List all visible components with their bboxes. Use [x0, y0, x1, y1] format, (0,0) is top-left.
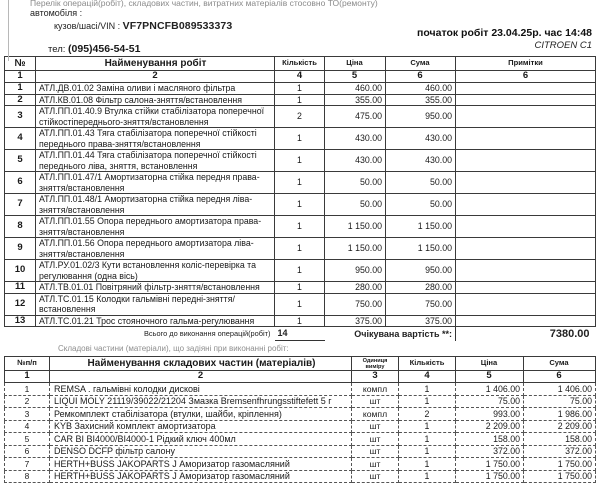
list-item — [5, 383, 596, 396]
materials-caption: Складові частини (матеріали), що задіяні при виконанні робіт: — [58, 344, 289, 353]
works-table-number-row — [5, 71, 596, 83]
material-unit: шт — [352, 470, 399, 483]
materials-colnum-1: 1 — [5, 371, 50, 383]
row-price: 375.00 — [325, 315, 386, 327]
material-name: HERTH+BUSS JAKOPARTS J Аморизатор газомасляний — [50, 458, 352, 471]
row-no: 4 — [5, 128, 36, 150]
row-no: 13 — [5, 315, 36, 327]
material-qty: 1 — [399, 470, 456, 483]
works-col-sum: Сума — [386, 57, 456, 71]
row-no: 8 — [5, 216, 36, 238]
row-name: АТЛ.ПП.01.48/1 Амортизаторна стійка передня ліва-зняття/встановлення — [36, 194, 275, 216]
row-no: 12 — [5, 293, 36, 315]
row-qty: 1 — [275, 238, 325, 260]
materials-table — [4, 356, 596, 483]
row-price: 355.00 — [325, 94, 386, 106]
row-qty: 1 — [275, 172, 325, 194]
row-qty: 1 — [275, 216, 325, 238]
table-row — [5, 94, 596, 106]
row-no: 5 — [5, 150, 36, 172]
material-qty: 1 — [399, 445, 456, 458]
row-qty: 1 — [275, 150, 325, 172]
works-totals-row — [5, 327, 596, 341]
material-sum: 1 750.00 — [524, 470, 596, 483]
material-unit: шт — [352, 458, 399, 471]
row-name: АТЛ.ПП.01.47/1 Амортизаторна стійка передня права-зняття/встановлення — [36, 172, 275, 194]
row-note — [456, 293, 596, 315]
works-table-header-row — [5, 57, 596, 71]
row-qty: 1 — [275, 83, 325, 95]
material-no: 5 — [5, 433, 50, 446]
material-no: 6 — [5, 445, 50, 458]
materials-colnum-3: 3 — [352, 371, 399, 383]
table-row — [5, 260, 596, 282]
material-no: 3 — [5, 408, 50, 421]
row-name: АТЛ.ПП.01.56 Опора переднього амортизатора ліва-зняття/встановлення — [36, 238, 275, 260]
row-name: АТЛ.ПП.01.40.9 Втулка стійки стабілізатора поперечної стійкостіпереднього-зняття/встановлення — [36, 106, 275, 128]
material-no: 4 — [5, 420, 50, 433]
row-qty: 1 — [275, 282, 325, 294]
table-row — [5, 282, 596, 294]
material-price: 2 209.00 — [456, 420, 524, 433]
row-sum: 460.00 — [386, 83, 456, 95]
material-qty: 1 — [399, 433, 456, 446]
row-note — [456, 94, 596, 106]
material-sum: 1 750.00 — [524, 458, 596, 471]
total-ops-value: 14 — [275, 327, 325, 341]
row-no: 11 — [5, 282, 36, 294]
row-price: 50.00 — [325, 172, 386, 194]
works-colnum-6: 6 — [386, 71, 456, 83]
material-sum: 158.00 — [524, 433, 596, 446]
materials-table-number-row — [5, 371, 596, 383]
material-qty: 1 — [399, 420, 456, 433]
table-row — [5, 172, 596, 194]
row-qty: 1 — [275, 194, 325, 216]
material-sum: 75.00 — [524, 395, 596, 408]
material-qty: 1 — [399, 383, 456, 396]
row-sum: 50.00 — [386, 194, 456, 216]
works-colnum-5: 5 — [325, 71, 386, 83]
materials-col-name: Найменування складових частин (матеріалів) — [50, 357, 352, 371]
row-note — [456, 150, 596, 172]
materials-colnum-2: 2 — [50, 371, 352, 383]
list-item — [5, 470, 596, 483]
works-table — [4, 56, 596, 341]
materials-col-unit: Одиниця виміру — [352, 357, 399, 371]
material-no: 8 — [5, 470, 50, 483]
material-name: REMSA . гальмівні колодки дискові — [50, 383, 352, 396]
row-price: 1 150.00 — [325, 238, 386, 260]
works-col-no: № — [5, 57, 36, 71]
row-qty: 1 — [275, 315, 325, 327]
row-name: АТЛ.РУ.01.02/3 Кути встановлення коліс-перевірка та регулювання (одна вісь) — [36, 260, 275, 282]
works-colnum-4: 4 — [275, 71, 325, 83]
material-unit: шт — [352, 420, 399, 433]
material-price: 372.00 — [456, 445, 524, 458]
row-qty: 1 — [275, 293, 325, 315]
works-col-qty: Кількість — [275, 57, 325, 71]
row-name: АТЛ.КВ.01.08 Фільтр салона-зняття/встановлення — [36, 94, 275, 106]
table-row — [5, 106, 596, 128]
vin-value: VF7PNCFB089533373 — [122, 20, 233, 32]
row-price: 750.00 — [325, 293, 386, 315]
material-price: 1 406.00 — [456, 383, 524, 396]
material-name: CAR BI BI4000/BI4000-1 Рідкий ключ 400мл — [50, 433, 352, 446]
works-col-note: Примітки — [456, 57, 596, 71]
phone-value: (095)456-54-51 — [68, 43, 141, 55]
materials-colnum-6: 6 — [524, 371, 596, 383]
works-colnum-1: 1 — [5, 71, 36, 83]
row-name: АТЛ.ПП.01.44 Тяга стабілізатора поперечної стійкості переднього ліва, зняття, встановлення — [36, 150, 275, 172]
row-sum: 355.00 — [386, 94, 456, 106]
materials-colnum-5: 5 — [456, 371, 524, 383]
row-note — [456, 238, 596, 260]
row-note — [456, 260, 596, 282]
row-note — [456, 172, 596, 194]
row-no: 10 — [5, 260, 36, 282]
row-note — [456, 128, 596, 150]
material-price: 158.00 — [456, 433, 524, 446]
material-unit: шт — [352, 445, 399, 458]
table-row — [5, 238, 596, 260]
material-no: 2 — [5, 395, 50, 408]
vehicle-model: CITROEN C1 — [534, 40, 592, 51]
row-no: 1 — [5, 83, 36, 95]
table-row — [5, 293, 596, 315]
row-sum: 280.00 — [386, 282, 456, 294]
materials-colnum-4: 4 — [399, 371, 456, 383]
row-sum: 1 150.00 — [386, 216, 456, 238]
material-price: 75.00 — [456, 395, 524, 408]
material-name: DENSO DCFP фільтр салону — [50, 445, 352, 458]
row-qty: 1 — [275, 128, 325, 150]
row-sum: 430.00 — [386, 128, 456, 150]
material-unit: шт — [352, 433, 399, 446]
material-no: 1 — [5, 383, 50, 396]
material-sum: 1 986.00 — [524, 408, 596, 421]
materials-col-price: Ціна — [456, 357, 524, 371]
table-row — [5, 128, 596, 150]
works-colnum-2: 2 — [36, 71, 275, 83]
row-sum: 50.00 — [386, 172, 456, 194]
material-sum: 2 209.00 — [524, 420, 596, 433]
expected-cost-label: Очікувана вартість **: — [325, 327, 456, 341]
material-name: KYB Захисний комплект амортизатора — [50, 420, 352, 433]
row-price: 475.00 — [325, 106, 386, 128]
work-start-label: початок робіт 23.04.25р. час 14:48 — [417, 27, 592, 39]
material-qty: 1 — [399, 458, 456, 471]
list-item — [5, 458, 596, 471]
row-price: 280.00 — [325, 282, 386, 294]
row-name: АТЛ.ТС.01.15 Колодки гальмівні передні-зняття/встановлення — [36, 293, 275, 315]
works-col-price: Ціна — [325, 57, 386, 71]
table-row — [5, 83, 596, 95]
material-price: 1 750.00 — [456, 470, 524, 483]
row-qty: 2 — [275, 106, 325, 128]
material-price: 1 750.00 — [456, 458, 524, 471]
row-name: АТЛ.ТС.01.21 Трос стояночного гальма-регулювання — [36, 315, 275, 327]
total-ops-label: Всього до виконання операцій(робіт) — [144, 328, 271, 338]
materials-col-sum: Сума — [524, 357, 596, 371]
header-subject-line: автомобіля : — [30, 8, 83, 18]
material-qty: 2 — [399, 408, 456, 421]
row-note — [456, 83, 596, 95]
vin-label: кузов/шасі/VIN : — [54, 21, 121, 31]
material-qty: 1 — [399, 395, 456, 408]
header-intro-line: Перелік операцій(робіт), складових частин, витратних матеріалів стосовно ТО(ремонту) — [30, 0, 378, 8]
works-colnum-7: 6 — [456, 71, 596, 83]
row-note — [456, 315, 596, 327]
row-price: 430.00 — [325, 150, 386, 172]
table-row — [5, 315, 596, 327]
material-price: 993.00 — [456, 408, 524, 421]
row-sum: 950.00 — [386, 260, 456, 282]
row-qty: 1 — [275, 260, 325, 282]
row-sum: 1 150.00 — [386, 238, 456, 260]
row-sum: 430.00 — [386, 150, 456, 172]
list-item — [5, 433, 596, 446]
row-name: АТЛ.ПП.01.43 Тяга стабілізатора поперечної стійкості переднього права-зняття/встановлення — [36, 128, 275, 150]
table-row — [5, 150, 596, 172]
row-price: 460.00 — [325, 83, 386, 95]
row-note — [456, 194, 596, 216]
list-item — [5, 395, 596, 408]
document-header — [0, 0, 600, 56]
works-col-name: Найменування робіт — [36, 57, 275, 71]
row-name: АТЛ.ТВ.01.01 Повітряний фільтр-зняття/встановлення — [36, 282, 275, 294]
row-price: 430.00 — [325, 128, 386, 150]
row-price: 1 150.00 — [325, 216, 386, 238]
row-sum: 950.00 — [386, 106, 456, 128]
material-sum: 372.00 — [524, 445, 596, 458]
header-right-block — [417, 27, 592, 51]
material-name: LIQUI MOLY 21119/39022/21204 Змазка Bremsenfhrungsstiftefett 5 г — [50, 395, 352, 408]
table-row — [5, 216, 596, 238]
row-no: 9 — [5, 238, 36, 260]
row-qty: 1 — [275, 94, 325, 106]
phone-label: тел: — [48, 44, 66, 55]
materials-col-no: №п/п — [5, 357, 50, 371]
row-price: 950.00 — [325, 260, 386, 282]
material-unit: компл — [352, 383, 399, 396]
row-no: 3 — [5, 106, 36, 128]
row-note — [456, 216, 596, 238]
material-unit: шт — [352, 395, 399, 408]
row-note — [456, 106, 596, 128]
list-item — [5, 408, 596, 421]
list-item — [5, 445, 596, 458]
row-no: 7 — [5, 194, 36, 216]
row-price: 50.00 — [325, 194, 386, 216]
row-no: 6 — [5, 172, 36, 194]
materials-table-header-row — [5, 357, 596, 371]
row-note — [456, 282, 596, 294]
material-no: 7 — [5, 458, 50, 471]
material-sum: 1 406.00 — [524, 383, 596, 396]
row-sum: 750.00 — [386, 293, 456, 315]
material-unit: компл — [352, 408, 399, 421]
expected-cost-value: 7380.00 — [549, 327, 590, 340]
materials-col-qty: Кількість — [399, 357, 456, 371]
row-name: АТЛ.ДВ.01.02 Заміна оливи і масляного фільтра — [36, 83, 275, 95]
table-row — [5, 194, 596, 216]
row-sum: 375.00 — [386, 315, 456, 327]
material-name: HERTH+BUSS JAKOPARTS J Аморизатор газомасляний — [50, 470, 352, 483]
row-name: АТЛ.ПП.01.55 Опора переднього амортизатора права-зняття/встановлення — [36, 216, 275, 238]
list-item — [5, 420, 596, 433]
row-no: 2 — [5, 94, 36, 106]
material-name: Ремкомплект стабілізатора (втулки, шайби, кріплення) — [50, 408, 352, 421]
